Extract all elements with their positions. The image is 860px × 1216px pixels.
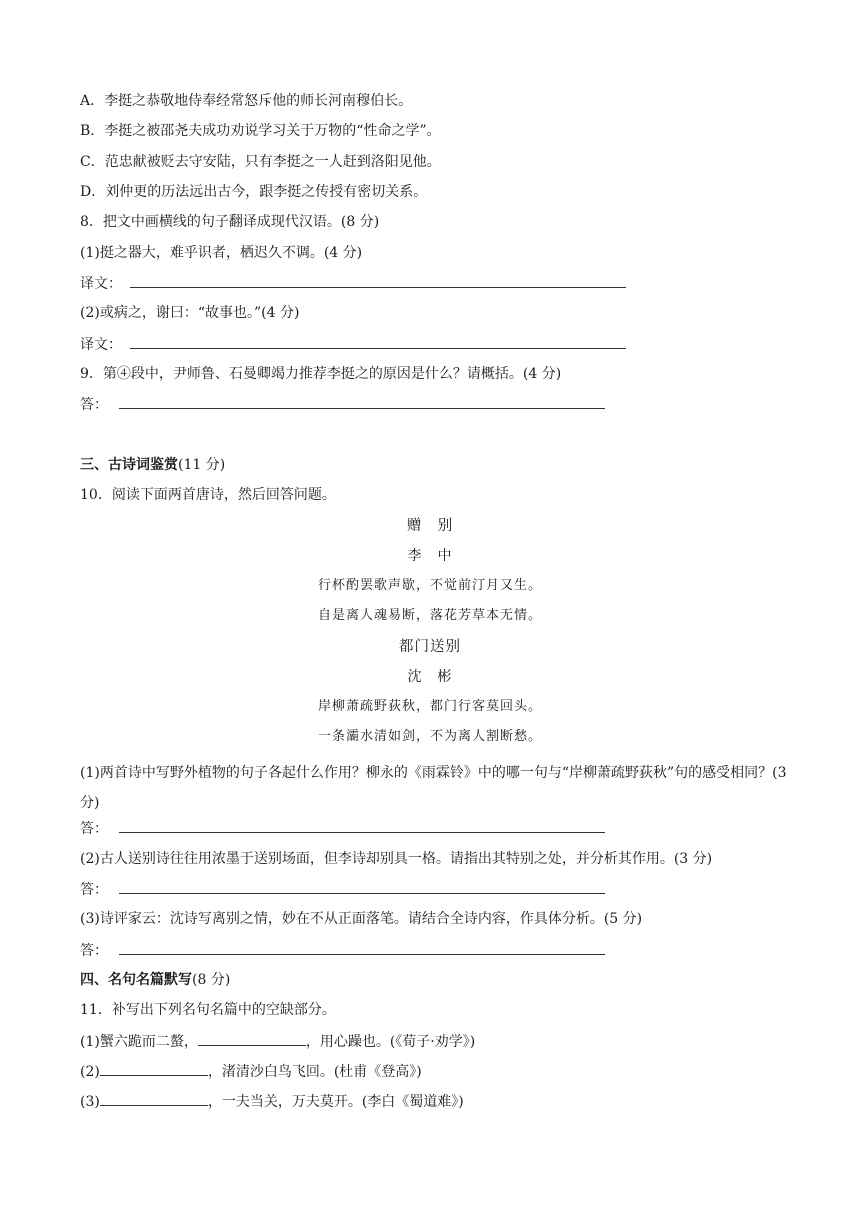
- fill-blank[interactable]: [198, 1031, 306, 1046]
- section-4-heading: [80, 970, 230, 990]
- q11-item-3: [80, 1091, 464, 1112]
- item-suffix: ，一夫当关，万夫莫开。(李白《蜀道难》): [207, 1094, 464, 1110]
- answer-blank[interactable]: [119, 940, 605, 955]
- answer-blank[interactable]: [119, 879, 605, 894]
- q7-option-a: A．李挺之恭敬地侍奉经常怒斥他的师长河南穆伯长。: [80, 93, 413, 109]
- q11-item-1: [80, 1031, 475, 1052]
- section-4-score: (8 分): [192, 972, 231, 988]
- poem-1-line-1: 行杯酌罢歌声歇，不觉前汀月又生。: [317, 578, 542, 593]
- item-prefix: (3): [80, 1094, 100, 1110]
- answer-blank[interactable]: [119, 394, 605, 409]
- item-suffix: ，渚清沙白鸟飞回。(杜甫《登高》): [207, 1064, 422, 1080]
- answer-label: 答：: [80, 821, 108, 837]
- answer-blank[interactable]: [119, 818, 605, 833]
- q7-option-c: C．范忠献被贬去守安陆，只有李挺之一人赶到洛阳见他。: [80, 154, 441, 170]
- q10-part-3: (3)诗评家云：沈诗写离别之情，妙在不从正面落笔。请结合全诗内容，作具体分析。(5 分): [80, 911, 643, 927]
- item-prefix: (2): [80, 1064, 100, 1080]
- answer-label: 答：: [80, 882, 108, 898]
- section-3-score: (11 分): [178, 457, 226, 473]
- q8-answer-1: [80, 273, 626, 294]
- q10-part-2: (2)古人送别诗往往用浓墨于送别场面，但李诗却别具一格。请指出其特别之处，并分析其作用。(3 分): [80, 851, 713, 867]
- q9-answer: [80, 394, 605, 415]
- section-3-heading: [80, 455, 225, 475]
- answer-label: 答：: [80, 943, 108, 959]
- q10-part-2-answer: [80, 879, 605, 900]
- answer-label: 答：: [80, 397, 108, 413]
- item-suffix: ，用心躁也。(《荀子·劝学》): [305, 1034, 476, 1050]
- poem-1-title: 赠 别: [406, 518, 454, 534]
- answer-blank[interactable]: [130, 273, 626, 288]
- poem-2-line-1: 岸柳萧疏野荻秋，都门行客莫回头。: [317, 699, 542, 714]
- poem-2-title: 都门送别: [399, 639, 461, 655]
- q9-stem: 9．第④段中，尹师鲁、石曼卿竭力推荐李挺之的原因是什么？请概括。(4 分): [80, 366, 562, 382]
- q8-stem: 8．把文中画横线的句子翻译成现代汉语。(8 分): [80, 214, 380, 230]
- q8-sentence-1: (1)挺之器大，难乎识者，栖迟久不调。(4 分): [80, 245, 363, 261]
- q7-option-b: B．李挺之被邵尧夫成功劝说学习关于万物的“性命之学”。: [80, 123, 441, 139]
- q8-sentence-2: (2)或病之，谢曰：“故事也。”(4 分): [80, 305, 300, 321]
- q11-item-2: [80, 1061, 422, 1082]
- fill-blank[interactable]: [100, 1061, 208, 1076]
- section-4-title: 四、名句名篇默写: [80, 972, 192, 988]
- q10-stem: 10．阅读下面两首唐诗，然后回答问题。: [80, 487, 336, 503]
- q10-part-1-answer: [80, 818, 605, 839]
- q10-part-3-answer: [80, 940, 605, 961]
- q7-option-d: D．刘仲更的历法远出古今，跟李挺之传授有密切关系。: [80, 184, 428, 200]
- answer-label: 译文：: [80, 276, 122, 292]
- answer-label: 译文：: [80, 337, 122, 353]
- poem-1-author: 李 中: [407, 548, 453, 564]
- section-3-title: 三、古诗词鉴赏: [80, 457, 178, 473]
- answer-blank[interactable]: [130, 334, 626, 349]
- fill-blank[interactable]: [100, 1091, 208, 1106]
- q8-answer-2: [80, 334, 626, 355]
- q10-part-1: (1)两首诗中写野外植物的句子各起什么作用？柳永的《雨霖铃》中的哪一句与“岸柳萧疏野荻秋”句的感受相同？(3 分): [80, 765, 787, 811]
- q11-stem: 11．补写出下列名句名篇中的空缺部分。: [80, 1002, 336, 1018]
- poem-2-line-2: 一条灞水清如剑，不为离人割断愁。: [317, 729, 542, 744]
- poem-2-author: 沈 彬: [407, 669, 453, 685]
- poem-1-line-2: 自是离人魂易断，落花芳草本无情。: [317, 608, 542, 623]
- item-prefix: (1)蟹六跪而二螯，: [80, 1034, 198, 1050]
